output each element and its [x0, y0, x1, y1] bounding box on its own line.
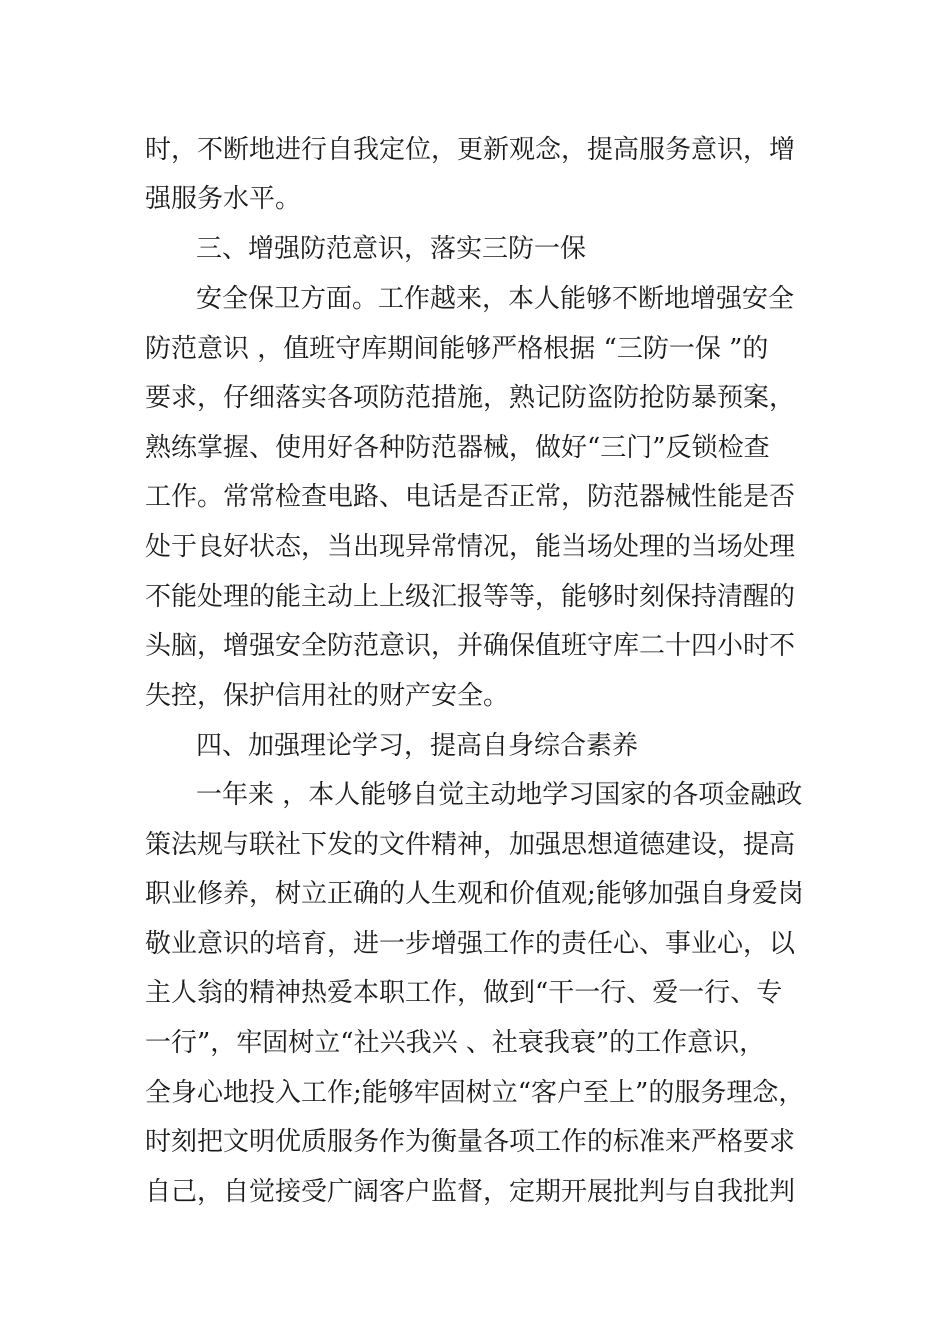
- text-line: 全身心地投入工作;能够牢固树立“客户至上”的服务理念，: [145, 1078, 805, 1108]
- text-line: 熟练掌握、使用好各种防范器械，做好“三门”反锁检查: [145, 433, 770, 463]
- text-line: 失控，保护信用社的财产安全。: [145, 681, 510, 711]
- text-line: 时刻把文明优质服务作为衡量各项工作的标准来严格要求: [145, 1127, 796, 1157]
- text-line: 职业修养，树立正确的人生观和价值观;能够加强自身爱岗: [145, 879, 804, 909]
- paragraph-first-line: 安全保卫方面。工作越来，本人能够不断地增强安全: [196, 284, 795, 314]
- text-line: 一行”，牢固树立“社兴我兴 、社衰我衰”的工作意识，: [145, 1028, 766, 1058]
- text-line: 策法规与联社下发的文件精神，加强思想道德建设，提高: [145, 830, 796, 860]
- text-line: 要求，仔细落实各项防范措施，熟记防盗防抢防暴预案，: [145, 383, 796, 413]
- text-line: 头脑，增强安全防范意识，并确保值班守库二十四小时不: [145, 631, 796, 661]
- text-line: 主人翁的精神热爱本职工作，做到“干一行、爱一行、专: [145, 978, 783, 1008]
- section-heading: 三、增强防范意识，落实三防一保: [196, 234, 587, 264]
- section-heading: 四、加强理论学习，提高自身综合素养: [196, 731, 639, 761]
- text-line: 敬业意识的培育，进一步增强工作的责任心、事业心，以: [145, 929, 796, 959]
- text-line: 不能处理的能主动上上级汇报等等，能够时刻保持清醒的: [145, 582, 796, 612]
- paragraph-first-line: 一年来 ，本人能够自觉主动地学习国家的各项金融政: [196, 780, 803, 810]
- text-line: 强服务水平。: [145, 184, 302, 214]
- text-line: 自己，自觉接受广阔客户监督，定期开展批判与自我批判: [145, 1177, 796, 1207]
- text-line: 处于良好状态，当出现异常情况，能当场处理的当场处理: [145, 532, 796, 562]
- text-line: 工作。常常检查电路、电话是否正常，防范器械性能是否: [145, 482, 796, 512]
- text-line: 防范意识 ，值班守库期间能够严格根据 “三防一保 ”的: [145, 334, 769, 364]
- text-line: 时，不断地进行自我定位，更新观念，提高服务意识，增: [145, 135, 796, 165]
